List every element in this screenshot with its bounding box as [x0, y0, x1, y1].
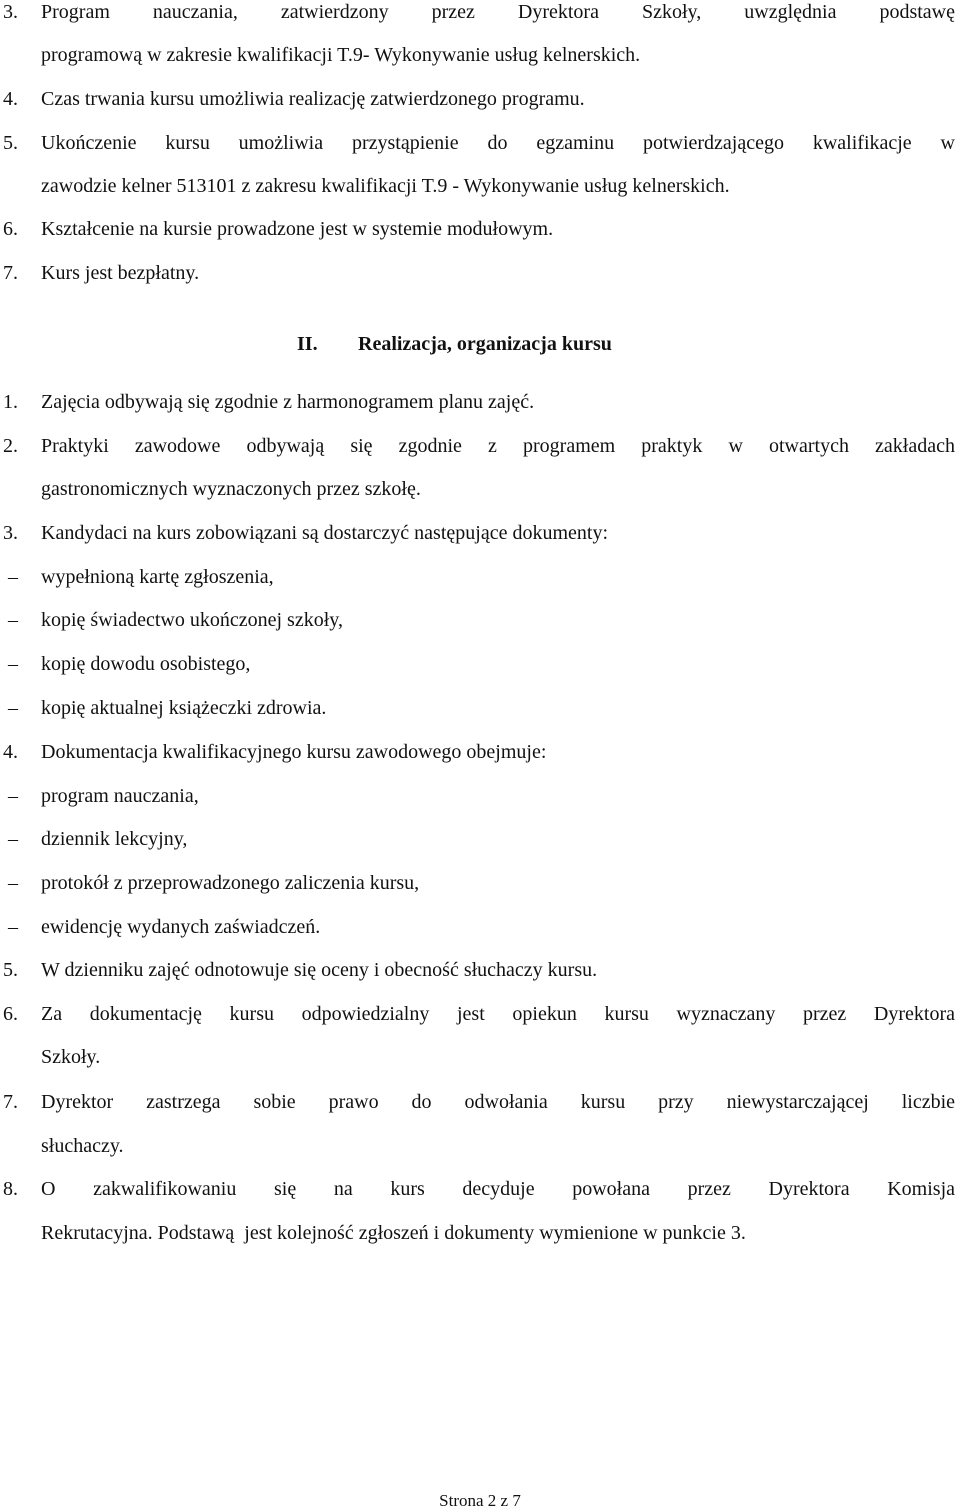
bullet-text: kopię aktualnej książeczki zdrowia.	[41, 697, 327, 719]
dash-bullet-icon: –	[8, 916, 18, 938]
bullet-text: ewidencję wydanych zaświadczeń.	[41, 916, 321, 938]
item-number: 1.	[3, 391, 18, 413]
item-number: 5.	[3, 132, 18, 154]
item-number: 7.	[3, 1091, 18, 1113]
item-text: O zakwalifikowaniu się na kurs decyduje powołana przez Dyrektora Komisja	[41, 1178, 955, 1200]
item-text: Kształcenie na kursie prowadzone jest w systemie modułowym.	[41, 218, 554, 240]
section-title: Realizacja, organizacja kursu	[358, 333, 612, 355]
item-text: Za dokumentację kursu odpowiedzialny jest opiekun kursu wyznaczany przez Dyrektora	[41, 1003, 955, 1025]
item-text: Praktyki zawodowe odbywają się zgodnie z programem praktyk w otwartych zakładach	[41, 435, 955, 457]
item-number: 6.	[3, 218, 18, 240]
item-text: W dzienniku zajęć odnotowuje się oceny i obecność słuchaczy kursu.	[41, 959, 598, 981]
section-roman-numeral: II.	[297, 333, 318, 355]
page-number-footer: Strona 2 z 7	[439, 1491, 521, 1510]
item-number: 4.	[3, 741, 18, 763]
item-text: Szkoły.	[41, 1046, 101, 1068]
bullet-text: dziennik lekcyjny,	[41, 828, 188, 850]
item-number: 7.	[3, 262, 18, 284]
item-text: programową w zakresie kwalifikacji T.9- Wykonywanie usług kelnerskich.	[41, 44, 641, 66]
item-text: Zajęcia odbywają się zgodnie z harmonogramem planu zajęć.	[41, 391, 535, 413]
item-number: 5.	[3, 959, 18, 981]
item-number: 6.	[3, 1003, 18, 1025]
bullet-text: wypełnioną kartę zgłoszenia,	[41, 566, 274, 588]
dash-bullet-icon: –	[8, 609, 18, 631]
bullet-text: kopię świadectwo ukończonej szkoły,	[41, 609, 343, 631]
item-number: 8.	[3, 1178, 18, 1200]
item-text: Ukończenie kursu umożliwia przystąpienie do egzaminu potwierdzającego kwalifikacje w	[41, 132, 955, 154]
item-text: zawodzie kelner 513101 z zakresu kwalifikacji T.9 - Wykonywanie usług kelnerskich.	[41, 175, 730, 197]
dash-bullet-icon: –	[8, 566, 18, 588]
dash-bullet-icon: –	[8, 653, 18, 675]
item-number: 3.	[3, 522, 18, 544]
dash-bullet-icon: –	[8, 828, 18, 850]
item-number: 3.	[3, 1, 18, 23]
item-text: Dokumentacja kwalifikacyjnego kursu zawodowego obejmuje:	[41, 741, 547, 763]
item-text: Kandydaci na kurs zobowiązani są dostarczyć następujące dokumenty:	[41, 522, 609, 544]
dash-bullet-icon: –	[8, 785, 18, 807]
item-text: Rekrutacyjna. Podstawą jest kolejność zgłoszeń i dokumenty wymienione w punkcie 3.	[41, 1222, 746, 1244]
item-text: gastronomicznych wyznaczonych przez szkołę.	[41, 478, 421, 500]
item-number: 4.	[3, 88, 18, 110]
item-text: Kurs jest bezpłatny.	[41, 262, 200, 284]
bullet-text: kopię dowodu osobistego,	[41, 653, 251, 675]
bullet-text: protokół z przeprowadzonego zaliczenia kursu,	[41, 872, 420, 894]
dash-bullet-icon: –	[8, 872, 18, 894]
item-text: Dyrektor zastrzega sobie prawo do odwołania kursu przy niewystarczającej liczbie	[41, 1091, 955, 1113]
item-text: słuchaczy.	[41, 1135, 124, 1157]
item-text: Czas trwania kursu umożliwia realizację zatwierdzonego programu.	[41, 88, 585, 110]
bullet-text: program nauczania,	[41, 785, 199, 807]
item-text: Program nauczania, zatwierdzony przez Dyrektora Szkoły, uwzględnia podstawę	[41, 1, 955, 23]
item-number: 2.	[3, 435, 18, 457]
dash-bullet-icon: –	[8, 697, 18, 719]
